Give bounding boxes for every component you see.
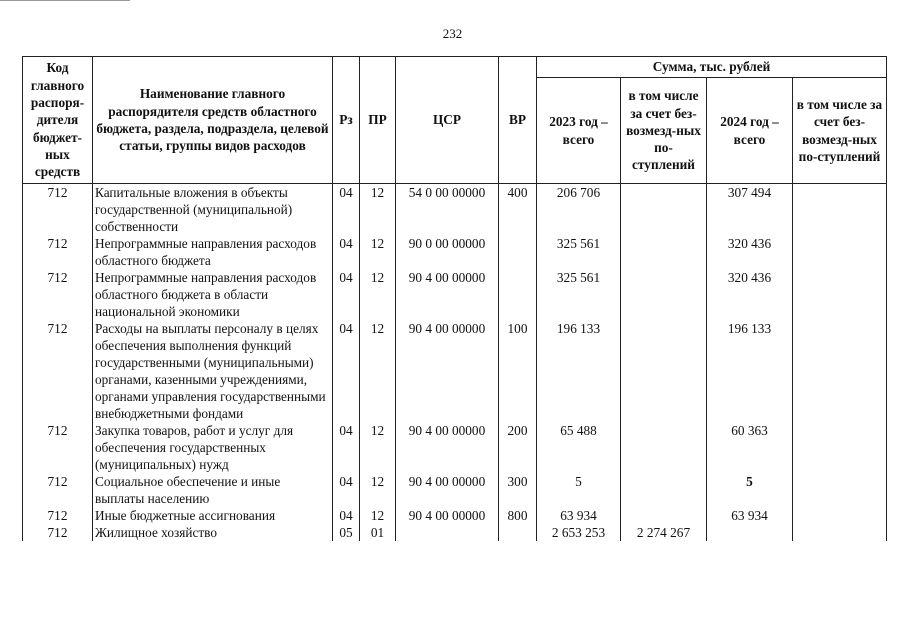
cell-csr: 90 4 00 00000 <box>396 473 499 507</box>
cell-2023-free <box>621 184 707 236</box>
cell-2023-free <box>621 473 707 507</box>
cell-code: 712 <box>23 320 93 422</box>
cell-2024-free <box>793 524 887 541</box>
cell-vr <box>499 524 537 541</box>
cell-2024-free <box>793 507 887 524</box>
header-2023-total: 2023 год – всего <box>537 78 621 184</box>
table-row <box>23 422 887 473</box>
cell-name: Непрограммные направления расходов областного бюджета в области национальной экономики <box>93 269 333 320</box>
cell-csr: 90 4 00 00000 <box>396 422 499 473</box>
cell-2023-free <box>621 507 707 524</box>
header-2023-free: в том числе за счет без-возмезд-ных по-ступлений <box>621 78 707 184</box>
cell-csr: 90 4 00 00000 <box>396 320 499 422</box>
cell-pr: 12 <box>360 422 396 473</box>
cell-csr: 90 4 00 00000 <box>396 269 499 320</box>
table-row <box>23 320 887 422</box>
header-rz: Рз <box>333 57 360 184</box>
cell-2024-total: 196 133 <box>707 320 793 422</box>
cell-2024-free <box>793 269 887 320</box>
cell-rz: 04 <box>333 269 360 320</box>
cell-rz: 04 <box>333 184 360 236</box>
cell-name: Непрограммные направления расходов областного бюджета <box>93 235 333 269</box>
cell-2023-total: 63 934 <box>537 507 621 524</box>
cell-code: 712 <box>23 269 93 320</box>
cell-2024-total: 60 363 <box>707 422 793 473</box>
cell-vr <box>499 235 537 269</box>
cell-2023-total: 325 561 <box>537 235 621 269</box>
cell-name: Капитальные вложения в объекты государственной (муниципальной) собственности <box>93 184 333 236</box>
table-row <box>23 507 887 524</box>
page-number: 232 <box>442 26 463 41</box>
cell-pr: 12 <box>360 269 396 320</box>
cell-name: Социальное обеспечение и иные выплаты населению <box>93 473 333 507</box>
cell-vr: 200 <box>499 422 537 473</box>
page-top-rule <box>0 0 130 1</box>
cell-rz: 04 <box>333 235 360 269</box>
cell-2023-total: 325 561 <box>537 269 621 320</box>
cell-csr: 90 4 00 00000 <box>396 507 499 524</box>
cell-name: Закупка товаров, работ и услуг для обеспечения государственных (муниципальных) нужд <box>93 422 333 473</box>
cell-pr: 12 <box>360 473 396 507</box>
header-2024-total: 2024 год – всего <box>707 78 793 184</box>
cell-vr: 100 <box>499 320 537 422</box>
cell-2023-free <box>621 422 707 473</box>
cell-2023-total: 196 133 <box>537 320 621 422</box>
table-row <box>23 473 887 507</box>
cell-2023-total: 206 706 <box>537 184 621 236</box>
cell-pr: 12 <box>360 235 396 269</box>
cell-code: 712 <box>23 507 93 524</box>
cell-pr: 12 <box>360 507 396 524</box>
cell-2024-free <box>793 320 887 422</box>
header-code: Код главного распоря-дителя бюджет-ных средств <box>23 57 93 184</box>
budget-table <box>22 56 887 541</box>
cell-2024-free <box>793 235 887 269</box>
header-pr: ПР <box>360 57 396 184</box>
cell-2023-free <box>621 235 707 269</box>
cell-code: 712 <box>23 473 93 507</box>
table-row <box>23 524 887 541</box>
cell-name: Иные бюджетные ассигнования <box>93 507 333 524</box>
cell-2024-free <box>793 473 887 507</box>
cell-pr: 12 <box>360 184 396 236</box>
header-sum-group: Сумма, тыс. рублей <box>537 57 887 78</box>
cell-code: 712 <box>23 524 93 541</box>
cell-2023-total: 2 653 253 <box>537 524 621 541</box>
cell-name: Жилищное хозяйство <box>93 524 333 541</box>
table-row <box>23 269 887 320</box>
cell-vr: 800 <box>499 507 537 524</box>
header-2024-free: в том числе за счет без-возмезд-ных по-ступлений <box>793 78 887 184</box>
cell-2023-free <box>621 320 707 422</box>
cell-2024-free <box>793 184 887 236</box>
cell-2024-total: 5 <box>707 473 793 507</box>
cell-code: 712 <box>23 235 93 269</box>
cell-2023-free: 2 274 267 <box>621 524 707 541</box>
cell-pr: 01 <box>360 524 396 541</box>
cell-2024-free <box>793 422 887 473</box>
cell-2024-total: 320 436 <box>707 269 793 320</box>
cell-rz: 05 <box>333 524 360 541</box>
cell-2024-total: 320 436 <box>707 235 793 269</box>
cell-2023-total: 65 488 <box>537 422 621 473</box>
cell-pr: 12 <box>360 320 396 422</box>
cell-rz: 04 <box>333 320 360 422</box>
table-row <box>23 235 887 269</box>
table-row <box>23 184 887 236</box>
cell-rz: 04 <box>333 507 360 524</box>
cell-vr: 300 <box>499 473 537 507</box>
cell-2024-total <box>707 524 793 541</box>
header-name: Наименование главного распорядителя средств областного бюджета, раздела, подраздела, целевой статьи, группы видов расходов <box>93 57 333 184</box>
cell-code: 712 <box>23 184 93 236</box>
cell-name: Расходы на выплаты персоналу в целях обеспечения выполнения функций государственными (муниципальными) органами, казенными учреждениями, органами управления государственными внебюджетными фондами <box>93 320 333 422</box>
table-body <box>23 184 887 542</box>
cell-2023-total: 5 <box>537 473 621 507</box>
cell-csr: 54 0 00 00000 <box>396 184 499 236</box>
header-csr: ЦСР <box>396 57 499 184</box>
cell-rz: 04 <box>333 473 360 507</box>
cell-csr <box>396 524 499 541</box>
cell-vr: 400 <box>499 184 537 236</box>
table-header <box>23 57 887 184</box>
cell-2023-free <box>621 269 707 320</box>
cell-rz: 04 <box>333 422 360 473</box>
cell-code: 712 <box>23 422 93 473</box>
cell-2024-total: 307 494 <box>707 184 793 236</box>
header-vr: ВР <box>499 57 537 184</box>
cell-vr <box>499 269 537 320</box>
cell-csr: 90 0 00 00000 <box>396 235 499 269</box>
cell-2024-total: 63 934 <box>707 507 793 524</box>
